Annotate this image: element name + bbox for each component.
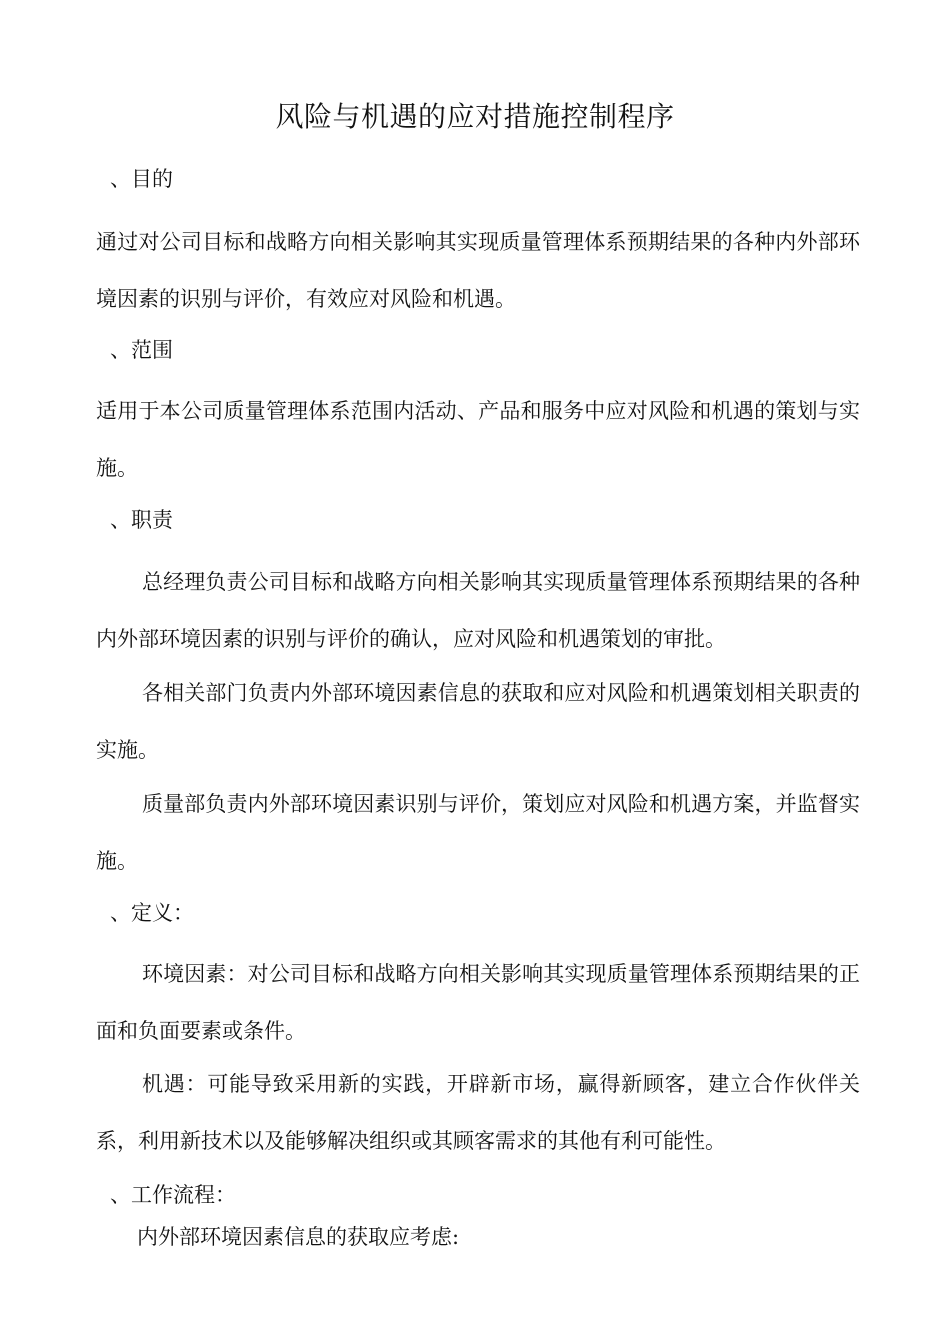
workflow-intro-line: 内外部环境因素信息的获取应考虑: [137,1225,460,1249]
section-heading-responsibilities: 、职责 [110,508,173,532]
definition-opportunity: 机遇：可能导致采用新的实践，开辟新市场，赢得新顾客，建立合作伙伴关系，利用新技术以及能够解决组织或其顾客需求的其他有利可能性。 [96,1072,860,1153]
document-title: 风险与机遇的应对措施控制程序 [275,100,675,133]
section-heading-definitions: 、定义： [110,901,194,925]
definition-environment-factors: 环境因素：对公司目标和战略方向相关影响其实现质量管理体系预期结果的正面和负面要素或条件。 [96,962,860,1043]
purpose-paragraph: 通过对公司目标和战略方向相关影响其实现质量管理体系预期结果的各种内外部环境因素的识别与评价，有效应对风险和机遇。 [96,230,860,311]
responsibility-general-manager: 总经理负责公司目标和战略方向相关影响其实现质量管理体系预期结果的各种内外部环境因素的识别与评价的确认，应对风险和机遇策划的审批。 [96,570,860,651]
section-heading-workflow: 、工作流程： [110,1183,236,1207]
responsibility-quality-dept: 质量部负责内外部环境因素识别与评价，策划应对风险和机遇方案，并监督实施。 [96,792,860,873]
section-heading-purpose: 、目的 [110,167,173,191]
scope-paragraph: 适用于本公司质量管理体系范围内活动、产品和服务中应对风险和机遇的策划与实施。 [96,399,860,480]
section-heading-scope: 、范围 [110,338,173,362]
responsibility-departments: 各相关部门负责内外部环境因素信息的获取和应对风险和机遇策划相关职责的实施。 [96,681,860,762]
